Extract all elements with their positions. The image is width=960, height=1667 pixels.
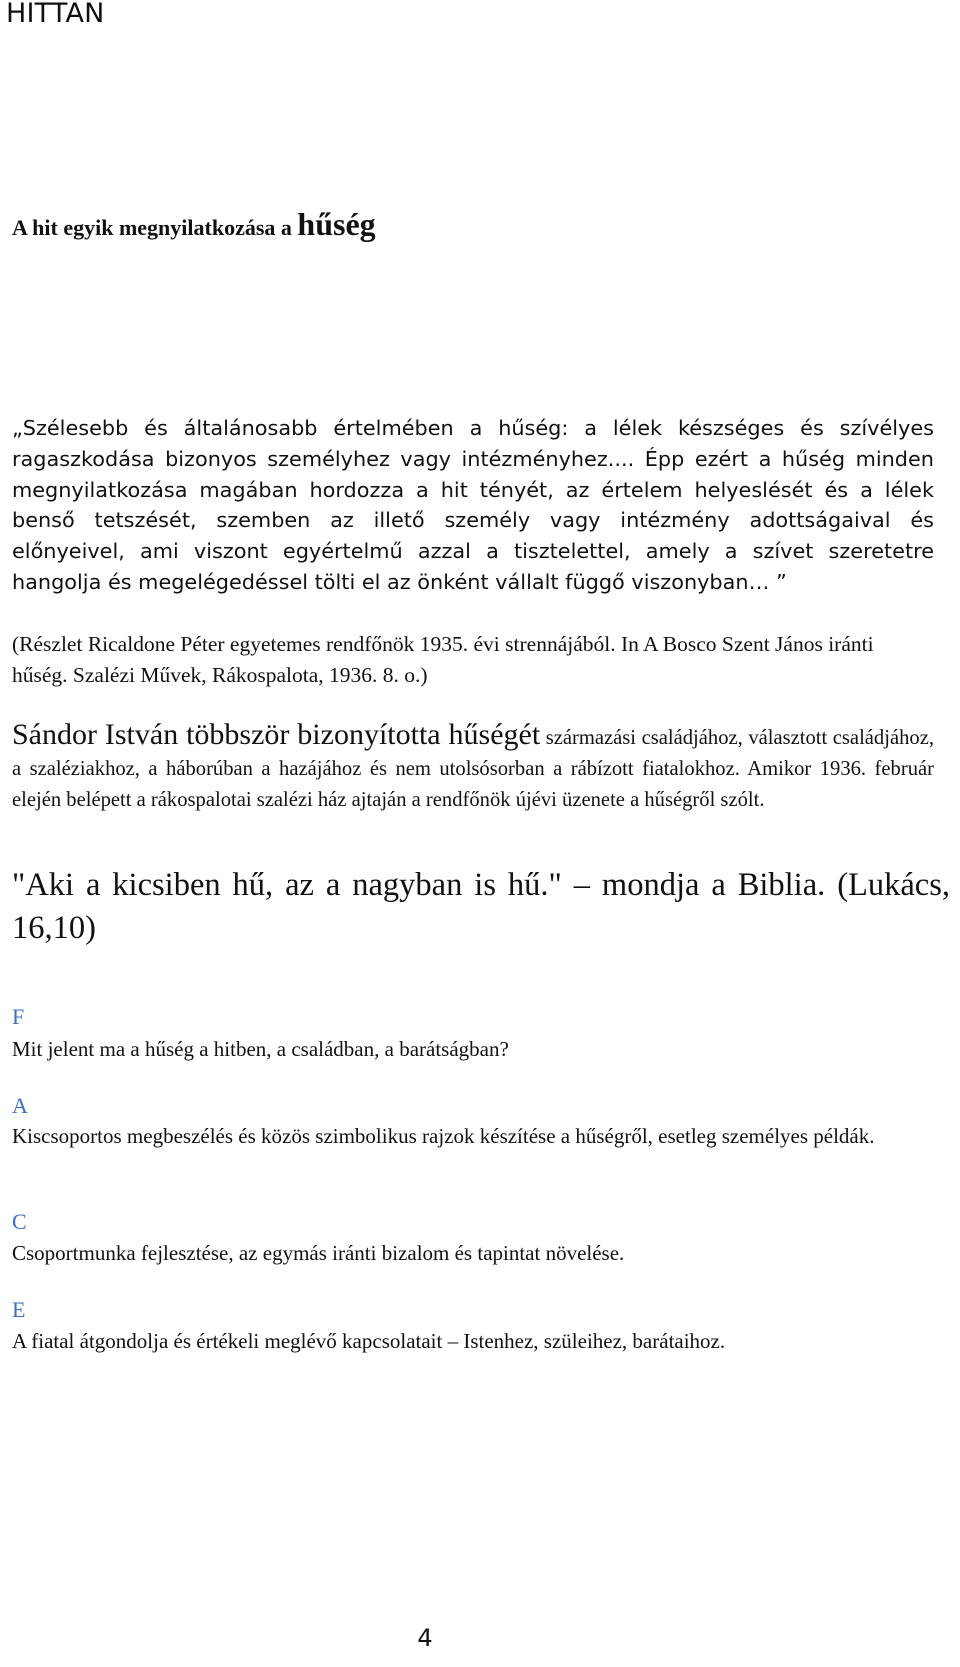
section-text-e: A fiatal átgondolja és értékeli meglévő kapcsolatait – Istenhez, szüleihez, barátaihoz. xyxy=(12,1329,726,1353)
title-prefix: A hit egyik megnyilatkozása a xyxy=(12,215,298,240)
page-number-value: 4 xyxy=(417,1624,433,1652)
title-keyword: hűség xyxy=(297,206,376,242)
quote-paragraph: „Szélesebb és általánosabb értelmében a hűség: a lélek készséges és szívélyes ragaszkodása bizonyos személyhez vagy intézményhez.... Épp ezért a hűség minden megnyilatkozása magában hordozza a hit tényét, az értelem helyeslését és a lélek benső tetszését, szemben az illető személy vagy intézmény adottságaival és előnyeivel, ami viszont egyértelmű azzal a tisztelettel, amely a szívet szeretetre hangolja és megelégedéssel tölti el az önként vállalt függő viszonyban… ” xyxy=(12,416,934,594)
story-rest: származási családjához, választott családjához, a szaléziakhoz, a háborúban a hazájához és nem utolsósorban a rábízott fiatalokhoz. Amikor 1936. február elején belépett a rákospalotai szalézi ház ajtaján a rendfőnök újévi üzenete a hűségről szólt. xyxy=(12,727,934,811)
section-text-f: Mit jelent ma a hűség a hitben, a családban, a barátságban? xyxy=(12,1037,509,1061)
section-letter-a: A xyxy=(12,1093,28,1118)
section-letter-f: F xyxy=(12,1004,25,1029)
section-text-a: Kiscsoportos megbeszélés és közös szimbolikus rajzok készítése a hűségről, esetleg személyes példák. xyxy=(12,1124,875,1148)
story-lead: Sándor István többször bizonyította hűségét xyxy=(12,718,541,751)
section-letter-c: C xyxy=(12,1209,27,1234)
story-paragraph xyxy=(12,719,934,816)
page-number xyxy=(0,1624,850,1652)
section-text-c: Csoportmunka fejlesztése, az egymás iránti bizalom és tapintat növelése. xyxy=(12,1241,625,1265)
section-letter-e: E xyxy=(12,1297,26,1322)
header-title: HITTAN xyxy=(6,0,105,29)
bible-quote: "Aki a kicsiben hű, az a nagyban is hű." – mondja a Biblia. (Lukács, 16,10) xyxy=(12,867,950,946)
citation-paragraph: (Részlet Ricaldone Péter egyetemes rendfőnök 1935. évi strennájából. In A Bosco Szent János iránti hűség. Szalézi Művek, Rákospalota, 1936. 8. o.) xyxy=(12,632,874,687)
page-title xyxy=(12,206,376,243)
